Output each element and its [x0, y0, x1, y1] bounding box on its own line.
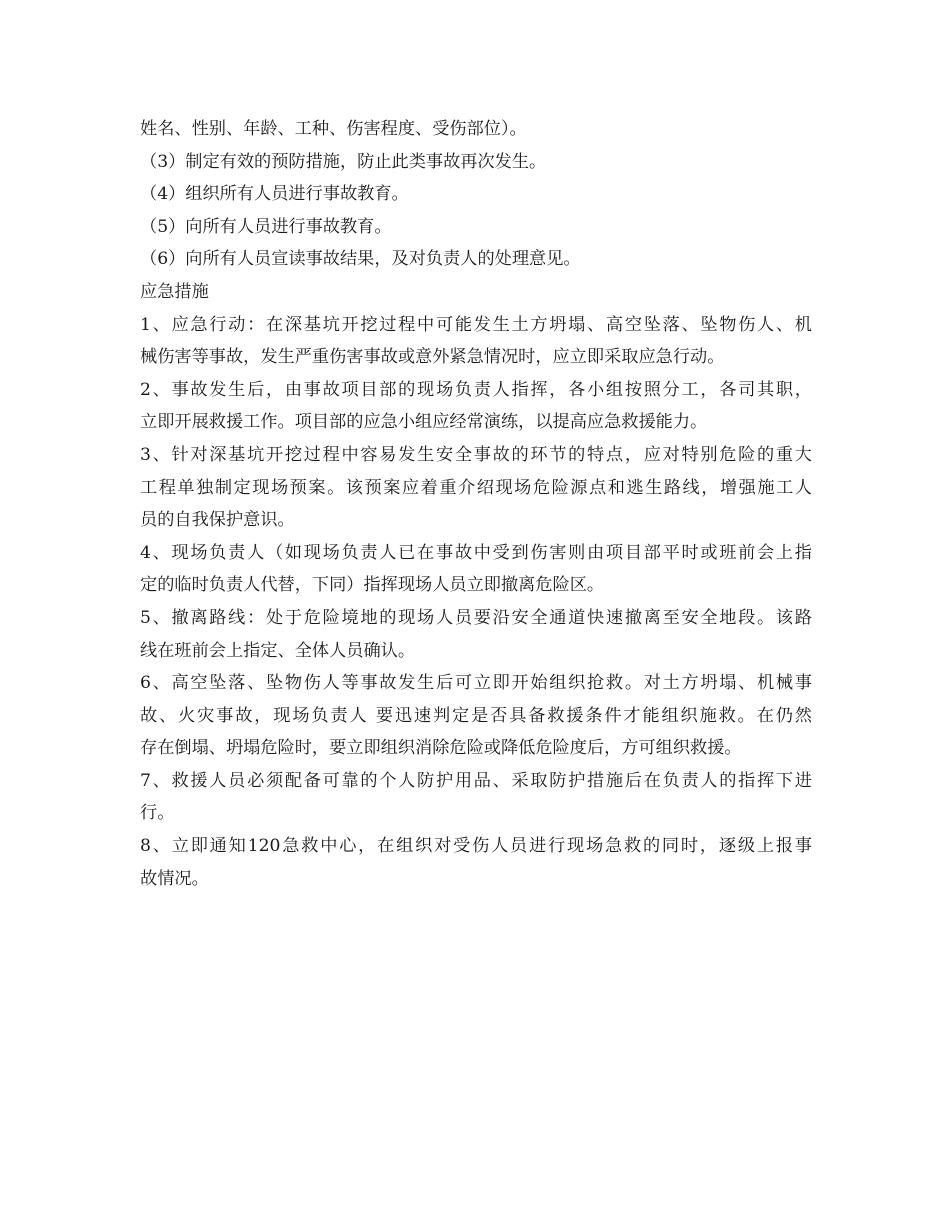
text-line: 5、撤离路线：处于危险境地的现场人员要沿安全通道快速撤离至安全地段。该路: [140, 607, 812, 628]
text-line: （6）向所有人员宣读事故结果，及对负责人的处理意见。: [140, 249, 581, 270]
text-line: 6、高空坠落、坠物伤人等事故发生后可立即开始组织抢救。对土方坍塌、机械事: [140, 673, 812, 694]
text-line: 存在倒塌、坍塌危险时，要立即组织消除危险或降低危险度后，方可组织救援。: [140, 738, 742, 759]
text-line: 8、立即通知120急救中心，在组织对受伤人员进行现场急救的同时，逐级上报事: [140, 836, 812, 857]
section-heading: 应急措施: [140, 281, 209, 302]
text-line: 定的临时负责人代替，下同）指挥现场人员立即撤离危险区。: [140, 575, 605, 596]
text-line: 员的自我保护意识。: [140, 510, 295, 531]
text-line: 立即开展救援工作。项目部的应急小组应经常演练，以提高应急救援能力。: [140, 412, 708, 433]
text-line: （4）组织所有人员进行事故教育。: [140, 184, 409, 205]
text-line: 故情况。: [140, 868, 209, 889]
document-body: [140, 113, 812, 895]
text-line: 1、应急行动：在深基坑开挖过程中可能发生土方坍塌、高空坠落、坠物伤人、机: [140, 314, 812, 335]
text-line: 故、火灾事故，现场负责人 要迅速判定是否具备救援条件才能组织施救。在仍然: [140, 705, 812, 726]
text-line: 2、事故发生后，由事故项目部的现场负责人指挥，各小组按照分工，各司其职，: [140, 379, 812, 400]
text-line: 线在班前会上指定、全体人员确认。: [140, 640, 416, 661]
text-line: 工程单独制定现场预案。该预案应着重介绍现场危险源点和逃生路线，增强施工人: [140, 477, 812, 498]
text-line: 3、针对深基坑开挖过程中容易发生安全事故的环节的特点，应对特别危险的重大: [140, 444, 812, 465]
text-line: （3）制定有效的预防措施，防止此类事故再次发生。: [140, 151, 547, 172]
text-line: 4、现场负责人（如现场负责人已在事故中受到伤害则由项目部平时或班前会上指: [140, 542, 812, 563]
text-line: 姓名、性别、年龄、工种、伤害程度、受伤部位）。: [140, 119, 527, 139]
text-line: （5）向所有人员进行事故教育。: [140, 216, 392, 237]
text-line: 7、救援人员必须配备可靠的个人防护用品、采取防护措施后在负责人的指挥下进: [140, 770, 812, 791]
text-line: 械伤害等事故，发生严重伤害事故或意外紧急情况时，应立即采取应急行动。: [140, 347, 725, 368]
text-line: 行。: [140, 803, 175, 824]
